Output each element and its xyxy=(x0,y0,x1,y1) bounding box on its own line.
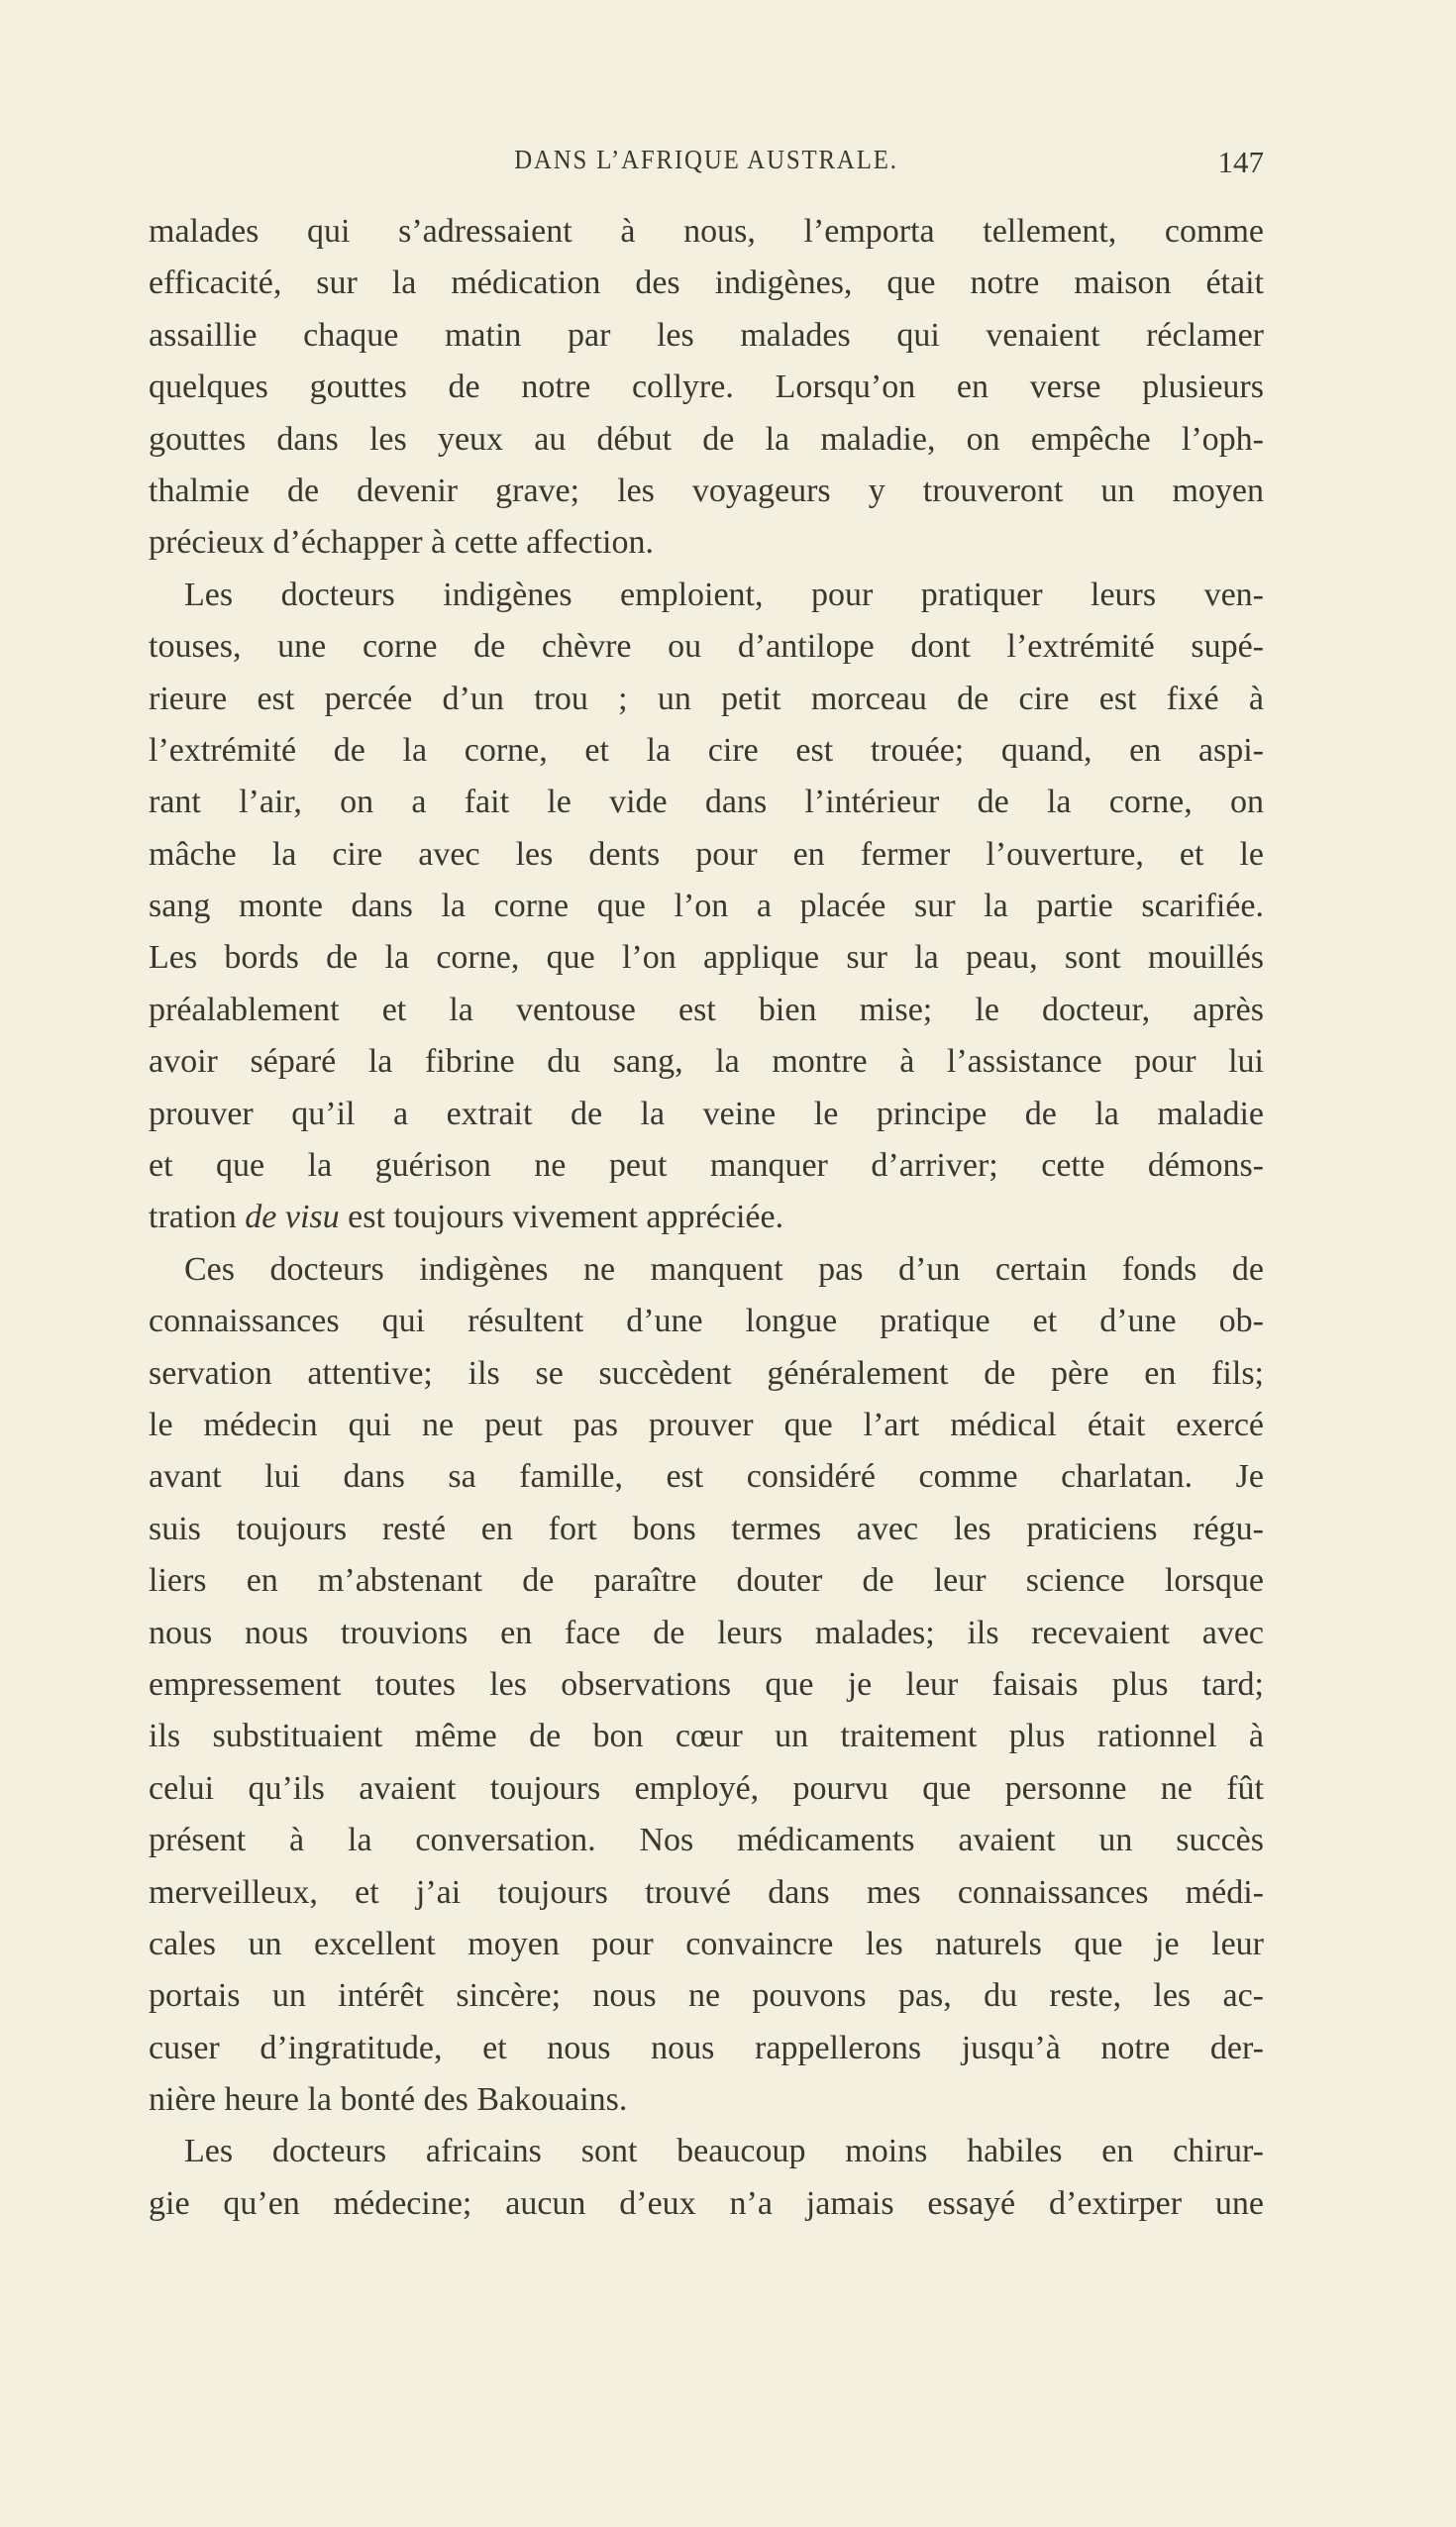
text-line xyxy=(149,1348,1264,1400)
text-line xyxy=(149,985,1264,1036)
text-line xyxy=(149,674,1264,725)
text-line xyxy=(149,1192,1264,1243)
line-text: suis toujours resté en fort bons termes avec les praticiens régu- xyxy=(149,1510,1264,1547)
line-text: sang monte dans la corne que l’on a placée sur la partie scarifiée. xyxy=(149,888,1264,925)
text-line xyxy=(149,1296,1264,1347)
line-text xyxy=(149,1199,783,1235)
line-text: ils substituaient même de bon cœur un traitement plus rationnel à xyxy=(149,1718,1264,1755)
line-text: avoir séparé la fibrine du sang, la montre à l’assistance pour lui xyxy=(149,1043,1264,1081)
line-text: le médecin qui ne peut pas prouver que l’art médical était exercé xyxy=(149,1406,1264,1443)
line-text: l’extrémité de la corne, et la cire est trouée; quand, en aspi- xyxy=(149,731,1264,769)
text-line xyxy=(149,258,1264,309)
line-text: empressement toutes les observations que je leur faisais plus tard; xyxy=(149,1665,1264,1703)
text-line xyxy=(149,621,1264,673)
line-text: thalmie de devenir grave; les voyageurs y trouveront un moyen xyxy=(149,472,1264,509)
line-text: celui qu’ils avaient toujours employé, pourvu que personne ne fût xyxy=(149,1769,1264,1807)
text-line xyxy=(149,725,1264,777)
text-line xyxy=(149,1815,1264,1866)
line-text: cales un excellent moyen pour convaincre les naturels que je leur xyxy=(149,1925,1264,1962)
line-text: malades qui s’adressaient à nous, l’emporta tellement, comme xyxy=(149,213,1264,250)
line-text: rant l’air, on a fait le vide dans l’intérieur de la corne, on xyxy=(149,784,1264,821)
line-text: nière heure la bonté des Bakouains. xyxy=(149,2081,628,2119)
page-header xyxy=(149,145,1264,184)
text-line xyxy=(149,1711,1264,1762)
line-text: quelques gouttes de notre collyre. Lorsqu’on en verse plusieurs xyxy=(149,369,1264,406)
text-line xyxy=(149,414,1264,466)
line-text: gouttes dans les yeux au début de la maladie, on empêche l’oph- xyxy=(149,420,1264,458)
running-title: DANS L’AFRIQUE AUSTRALE. xyxy=(514,145,898,174)
text-line xyxy=(149,1608,1264,1659)
text-line xyxy=(149,2023,1264,2074)
text-line xyxy=(149,2074,1264,2126)
text-line xyxy=(149,1659,1264,1711)
line-text: nous nous trouvions en face de leurs malades; ils recevaient avec xyxy=(149,1614,1264,1651)
line-text: efficacité, sur la médication des indigènes, que notre maison était xyxy=(149,264,1264,302)
text-line xyxy=(149,2126,1264,2177)
text-line xyxy=(149,1763,1264,1815)
text-segment: tration xyxy=(149,1199,246,1236)
text-line xyxy=(149,1089,1264,1140)
line-text: présent à la conversation. Nos médicaments avaient un succès xyxy=(149,1822,1264,1859)
text-segment: est toujours vivement appréciée. xyxy=(339,1199,784,1236)
text-line xyxy=(149,1244,1264,1296)
line-text: Ces docteurs indigènes ne manquent pas d’un certain fonds de xyxy=(184,1250,1264,1288)
text-line xyxy=(149,517,1264,569)
line-text: assaillie chaque matin par les malades qui venaient réclamer xyxy=(149,316,1264,354)
text-line xyxy=(149,1140,1264,1192)
text-line xyxy=(149,1036,1264,1088)
text-line xyxy=(149,1867,1264,1919)
text-line xyxy=(149,932,1264,984)
line-text: cuser d’ingratitude, et nous nous rappellerons jusqu’à notre der- xyxy=(149,2029,1264,2066)
line-text: Les docteurs indigènes emploient, pour pratiquer leurs ven- xyxy=(184,576,1264,613)
text-line xyxy=(149,1451,1264,1503)
line-text: Les docteurs africains sont beaucoup moins habiles en chirur- xyxy=(184,2133,1264,2170)
line-text: liers en m’abstenant de paraître douter de leur science lorsque xyxy=(149,1562,1264,1600)
page-number: 147 xyxy=(1217,145,1264,179)
line-text: merveilleux, et j’ai toujours trouvé dans mes connaissances médi- xyxy=(149,1873,1264,1911)
text-line xyxy=(149,466,1264,517)
line-text: connaissances qui résultent d’une longue pratique et d’une ob- xyxy=(149,1303,1264,1340)
line-text: servation attentive; ils se succèdent généralement de père en fils; xyxy=(149,1354,1264,1392)
line-text: Les bords de la corne, que l’on applique sur la peau, sont mouillés xyxy=(149,939,1264,977)
text-line xyxy=(149,206,1264,258)
line-text: touses, une corne de chèvre ou d’antilope dont l’extrémité supé- xyxy=(149,628,1264,666)
line-text: mâche la cire avec les dents pour en fermer l’ouverture, et le xyxy=(149,835,1264,873)
text-line xyxy=(149,777,1264,828)
line-text: gie qu’en médecine; aucun d’eux n’a jamais essayé d’extirper une xyxy=(149,2184,1264,2222)
text-line xyxy=(149,570,1264,621)
line-text: rieure est percée d’un trou ; un petit morceau de cire est fixé à xyxy=(149,680,1264,717)
text-line xyxy=(149,362,1264,413)
text-line xyxy=(149,1555,1264,1607)
line-text: portais un intérêt sincère; nous ne pouvons pas, du reste, les ac- xyxy=(149,1977,1264,2015)
line-text: prouver qu’il a extrait de la veine le principe de la maladie xyxy=(149,1095,1264,1132)
text-line xyxy=(149,310,1264,362)
line-text: avant lui dans sa famille, est considéré comme charlatan. Je xyxy=(149,1458,1264,1496)
line-text: et que la guérison ne peut manquer d’arriver; cette démons- xyxy=(149,1147,1264,1185)
text-line xyxy=(149,1400,1264,1451)
text-line xyxy=(149,881,1264,932)
italic-phrase: de visu xyxy=(245,1199,340,1236)
line-text: précieux d’échapper à cette affection. xyxy=(149,524,654,562)
text-line xyxy=(149,1919,1264,1970)
text-line xyxy=(149,1970,1264,2022)
text-line xyxy=(149,2178,1264,2230)
body-text xyxy=(149,206,1264,2230)
text-line xyxy=(149,1504,1264,1555)
line-text: préalablement et la ventouse est bien mise; le docteur, après xyxy=(149,991,1264,1028)
text-line xyxy=(149,829,1264,881)
